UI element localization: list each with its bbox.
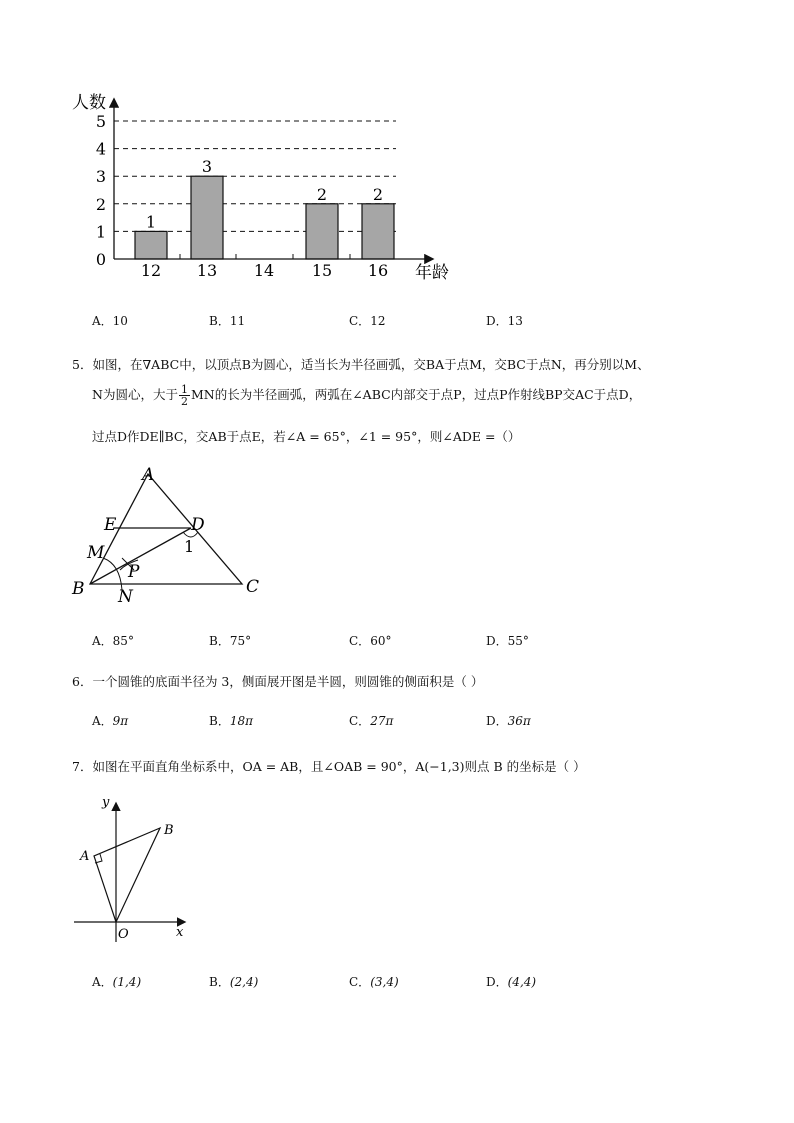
- chart-gridlines: [114, 121, 396, 231]
- q5-triangle-figure: [60, 460, 280, 610]
- q7-option-b[interactable]: B．(2,4): [209, 975, 259, 989]
- q5-option-d[interactable]: D．55°: [486, 634, 529, 648]
- q6-option-c[interactable]: C．27π: [349, 714, 394, 728]
- x-tick-label: 12: [140, 261, 162, 280]
- q4-option-b[interactable]: B．11: [209, 314, 246, 328]
- q5-stem-line1: 5．如图，在∇ABC中，以顶点B为圆心，适当长为半径画弧，交BA于点M，交BC于点N，再分别以M、: [72, 357, 650, 372]
- age-bar-chart: [0, 0, 794, 300]
- q4-option-c[interactable]: C．12: [349, 314, 386, 328]
- label-angle-1: 1: [184, 537, 195, 556]
- x-tick-label: 16: [367, 261, 389, 280]
- bar-data-label: 1: [145, 212, 157, 232]
- bar-12: [135, 231, 167, 259]
- label-O: O: [118, 927, 129, 942]
- q6-stem: 6．一个圆锥的底面半径为 3，侧面展开图是半圆，则圆锥的侧面积是（ ）: [72, 674, 484, 689]
- q5-stem-line3: 过点D作DE∥BC，交AB于点E，若∠A = 65°，∠1 = 95°，则∠ADE =（）: [92, 429, 521, 444]
- label-B: B: [164, 823, 174, 838]
- label-E: E: [104, 515, 117, 535]
- chart-y-ticks: [96, 112, 106, 269]
- x-axis-label: 年龄: [415, 263, 449, 283]
- bar-data-label: 3: [201, 157, 213, 177]
- q7-option-a[interactable]: A．(1,4): [92, 975, 142, 989]
- label-y: y: [102, 795, 110, 810]
- q7-option-c[interactable]: C．(3,4): [349, 975, 399, 989]
- label-N: N: [118, 587, 133, 607]
- label-P: P: [128, 562, 140, 582]
- x-tick-label: 15: [311, 261, 333, 280]
- q6-option-d[interactable]: D．36π: [486, 714, 531, 728]
- label-C: C: [246, 577, 260, 597]
- q5-stem-line2: N为圆心，大于 $\frac{1}{2}$ MN的长为半径画弧，两弧在∠ABC内部交于点P，过点P作射线BP交AC于点D，: [92, 383, 642, 408]
- y-tick-label: 5: [95, 112, 106, 131]
- x-tick-label: 13: [196, 261, 218, 280]
- label-x: x: [176, 925, 184, 940]
- q6-option-a[interactable]: A．9π: [92, 714, 129, 728]
- q4-option-d[interactable]: D．13: [486, 314, 523, 328]
- y-tick-label: 3: [95, 167, 106, 187]
- q5-option-a[interactable]: A．85°: [92, 634, 134, 648]
- y-tick-label: 2: [95, 194, 106, 214]
- bar-15: [306, 204, 338, 259]
- label-M: M: [87, 543, 105, 563]
- chart-bars: [135, 157, 394, 259]
- q6-option-b[interactable]: B．18π: [209, 714, 253, 728]
- q5-option-b[interactable]: B．75°: [209, 634, 252, 648]
- q5-option-c[interactable]: C．60°: [349, 634, 392, 648]
- bar-16: [362, 204, 394, 259]
- fraction-half: $\frac{1}{2}$: [180, 383, 188, 408]
- q7-option-d[interactable]: D．(4,4): [486, 975, 537, 989]
- q7-coordinate-figure: [64, 790, 204, 950]
- label-A: A: [80, 849, 90, 864]
- y-tick-label: 0: [95, 250, 106, 269]
- bar-data-label: 2: [316, 184, 328, 204]
- bar-data-label: 2: [372, 184, 384, 204]
- y-axis-label: 人数: [72, 93, 106, 113]
- label-A: A: [142, 465, 155, 485]
- chart-x-ticks: [141, 254, 388, 280]
- label-D: D: [191, 515, 205, 535]
- x-tick-label: 14: [253, 261, 275, 280]
- q7-stem: 7．如图在平面直角坐标系中，OA = AB，且∠OAB = 90°，A(−1,3)则点 B 的坐标是（ ）: [72, 759, 586, 774]
- label-B: B: [72, 579, 85, 599]
- y-tick-label: 1: [95, 222, 106, 242]
- q4-option-a[interactable]: A．10: [92, 314, 128, 328]
- bar-13: [191, 176, 223, 259]
- y-tick-label: 4: [95, 139, 106, 159]
